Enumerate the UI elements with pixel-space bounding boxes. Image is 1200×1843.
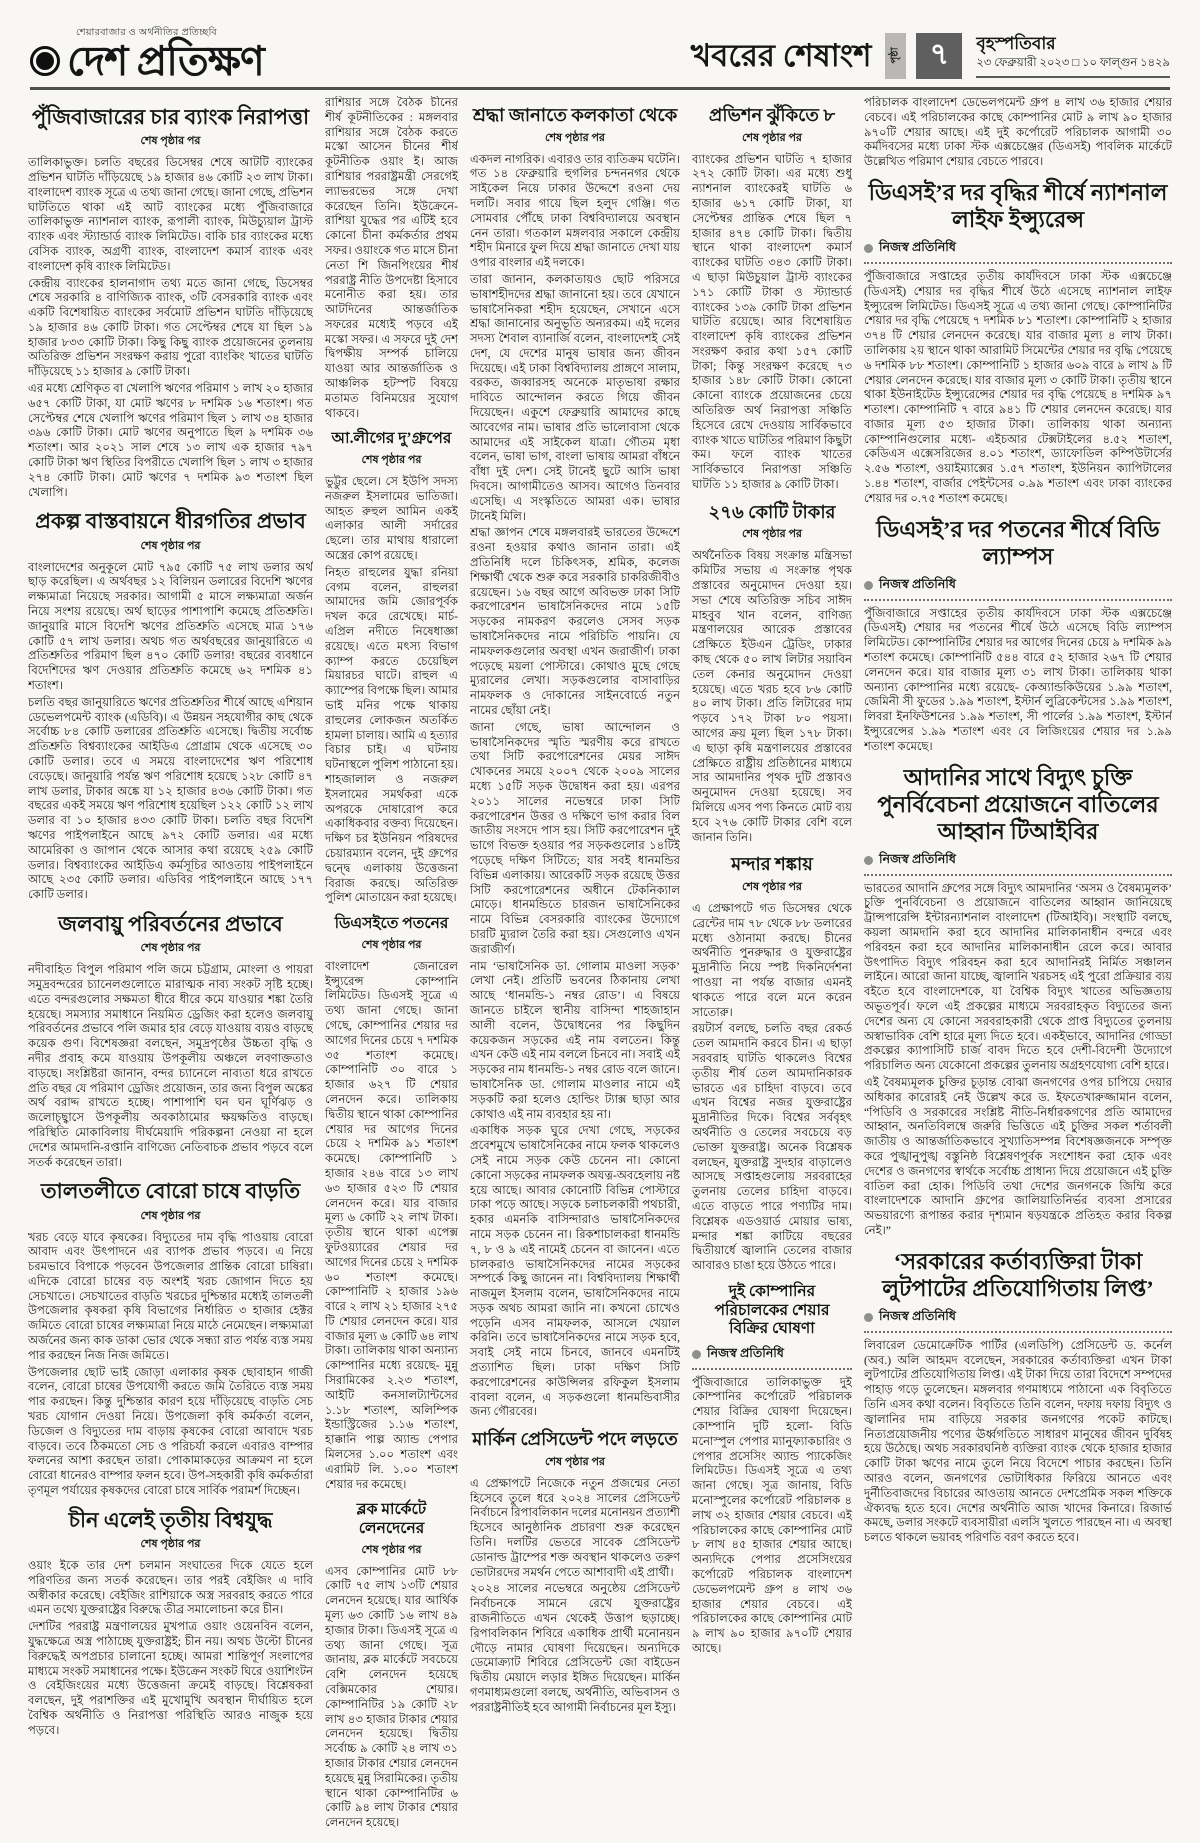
story-paragraph: তারা জানান, কলকাতায়ও ছোট পরিসরে ভাষাশহীদদের শ্রদ্ধা জানানো হয়। তবে যেখানে ভাষাসৈনিকরা শহীদ হয়েছেন, সেখানে এসে শ্রদ্ধা জানানোর অনুভূতি অন্যরকম। এই দলের সদস্য শৈবাল ব্যানার্জি বলেন, বাংলাদেশই সেই দেশ, যে দেশের মানুষ ভাষার জন্য জীবন দিয়েছে। এই ঢাকা বিশ্ববিদ্যালয় প্রাঙ্গণে সালাম, বরকত, জব্বারসহ অনেকে মাতৃভাষা রক্ষার দাবিতে আন্দোলন করতে গিয়ে জীবন দিয়েছেন। একুশে ফেব্রুয়ারি আমাদের কাছে আবেগের নাম। ভাষার প্রতি ভালোবাসা থেকে আমাদের এই সাইকেল যাত্রা। গৌতম মৃধা বলেন, ভাষা ভাগ, বাংলা ভাষায় আমরা বাঁধনে বাঁধা দুই দেশ। সেই টানেই ছুটে আসি ভাষা দিবসে। আগামীতেও আসব। আগেও তিনবার এসেছি। এ সংস্কৃতিতে আমরা এক। ভাষার টানেই মিলি। — [470, 272, 680, 523]
story-headline: পুঁজিবাজারের চার ব্যাংক নিরাপত্তা — [31, 104, 310, 129]
story-subhead: শেষ পৃষ্ঠার পর — [140, 1538, 201, 1551]
story-paragraph: লিবারেল ডেমোক্রেটিক পার্টির (এলডিপি) প্রেসিডেন্ট ড. কর্নেল (অব.) অলি আহমদ বলেছেন, সরকারের কর্তাব্যক্তিরা এখন টাকা লুটপাটের প্রতিযোগিতায় লিপ্ত। এই টাকা দিয়ে তারা বিদেশে সম্পদের পাহাড় গড়ে তুলেছেন। মঙ্গলবার গণমাধ্যমে পাঠানো এক বিবৃতিতে তিনি এসব কথা বলেন। বিবৃতিতে তিনি বলেন, দফায় দফায় বিদ্যুৎ ও জ্বালানির দাম বাড়িয়ে সরকার জনগণের পকেট কাটছে। নিত্যপ্রয়োজনীয় পণ্যের ঊর্ধ্বগতিতে সাধারণ মানুষের জীবন দুর্বিষহ হয়ে উঠেছে। অথচ সরকারঘনিষ্ঠ ব্যক্তিরা ব্যাংক থেকে হাজার হাজার কোটি টাকা ঋণের নামে তুলে নিয়ে বিদেশে পাচার করছেন। তিনি আরও বলেন, জনগণের ভোটাধিকার ফিরিয়ে আনতে এবং দুর্নীতিবাজদের বিচারের আওতায় আনতে দেশপ্রেমিক সকল শক্তিকে ঐক্যবদ্ধ হতে হবে। দেশের অর্থনীতি আজ খাদের কিনারে। রিজার্ভ কমছে, ডলার সংকটে ব্যবসায়ীরা এলসি খুলতে পারছেন না। এ অবস্থা চলতে থাকলে ভয়াবহ পরিণতি বরণ করতে হবে। — [864, 1338, 1172, 1545]
story — [325, 915, 458, 1492]
story-subhead: শেষ পৃষ্ঠার পর — [545, 131, 605, 144]
story-byline — [864, 1308, 1172, 1328]
section-title: খবরের শেষাংশ — [690, 38, 872, 74]
page-number: ৭ — [929, 38, 950, 72]
masthead-row — [30, 38, 264, 84]
story-continuation — [864, 96, 1172, 170]
story-paragraph: শ্রদ্ধা জ্ঞাপন শেষে মঙ্গলবারই ভারতের উদ্দেশে রওনা হওয়ার কথাও জানান তারা। এই প্রতিনিধি দলে চিকিৎসক, শ্রমিক, কলেজ শিক্ষার্থী থেকে শুরু করে সরকারি চাকরিজীবীও রয়েছেন। ১৬ বছর আগে অবিভক্ত ঢাকা সিটি করপোরেশন ভাষাসৈনিকদের নামে ১৫টি সড়কের নামকরণ করলেও সেসব সড়ক ভাষাসৈনিকদের নামে পরিচিতি পায়নি। যে নামফলকগুলোর অবস্থা এখন জরাজীর্ণ। ঢাকা পড়েছে ময়লা পোস্টারে। কোথাও মুছে গেছে ম্যুরালের লেখা। সড়কগুলোর বাসাবাড়ির নামফলক ও দোকানের সাইনবোর্ডে নতুন নামের ছোঁয়া নেই। — [470, 526, 680, 718]
story-paragraph: রাশিয়ার সঙ্গে বৈঠক চীনের শীর্ষ কূটনীতিকের : মঙ্গলবার রাশিয়ার সঙ্গে বৈঠক করতে মস্কো আসেন চীনের শীর্ষ কূটনীতিক ওয়াং ই। আজ রাশিয়ার পররাষ্ট্রমন্ত্রী সেরগেই ল্যাভরভের সঙ্গে দেখা করেছেন তিনি। ইউক্রেনে-রাশিয়া যুদ্ধের পর এটিই হবে কোনো চীনা কর্মকর্তার প্রথম সফর। ওয়াংকে গত মাসে চীনা নেতা শি জিনপিংয়ের শীর্ষ পররাষ্ট্র নীতি উপদেষ্টা হিসাবে মনোনীত করা হয়। তার আটদিনের আন্তর্জাতিক সফরের মধ্যেই পড়বে এই মস্কো সফর। এ সফরে দুই দেশ দ্বিপক্ষীয় সম্পর্ক চালিয়ে যাওয়া আর আন্তর্জাতিক ও আঞ্চলিক হটস্পট বিষয়ে মতামত বিনিময়ের সুযোগ থাকবে। — [325, 95, 458, 420]
story-body — [28, 156, 313, 500]
byline-label: নিজস্ব প্রতিনিধি — [879, 851, 956, 866]
story-headline: মন্দার শঙ্কায় — [731, 854, 813, 875]
columns — [0, 90, 1200, 1841]
story — [864, 764, 1172, 1239]
story — [28, 105, 313, 501]
story-subhead: শেষ পৃষ্ঠার পর — [140, 135, 201, 148]
story-subhead: শেষ পৃষ্ঠার পর — [361, 938, 422, 951]
page-number-box — [916, 33, 962, 79]
story-paragraph: বাংলাদেশ জেনারেল ইন্স্যুরেন্স কোম্পানি লিমিটেড। ডিএসই সূত্রে এ তথ্য জানা গেছে। জানা গেছে, কোম্পানির শেয়ার দর আগের দিনের চেয়ে ৭ দশমিক ৩৫ শতাংশ কমেছে। কোম্পানিটি ৩০ বারে ১ হাজার ৬২৭ টি শেয়ার লেনদেন করে। তালিকায় দ্বিতীয় স্থানে থাকা কোম্পানির শেয়ার দর আগের দিনের চেয়ে ২ দশমিক ৯১ শতাংশ কমেছে। কোম্পানিটি ১ হাজার ২৪৬ বারে ১৩ লাখ ৬৩ হাজার ৫২৩ টি শেয়ার লেনদেন করে। যার বাজার মূল্য ৬ কোটি ২২ লাখ টাকা। তৃতীয় স্থানে থাকা এপেক্স ফুটওয়্যারের শেয়ার দর আগের দিনের চেয়ে ২ দশমিক ৬০ শতাংশ কমেছে। কোম্পানিটি ২ হাজার ১৯৬ বারে ২ লাখ ২১ হাজার ২৭৫ টি শেয়ার লেনদেন করে। যার বাজার মূল্য ৬ কোটি ৬৪ লাখ টাকা। তালিকায় থাকা অন্যান্য কোম্পানির মধ্যে রয়েছে- মুন্নু সিরামিকের ২.২৩ শতাংশ, আইটি কনসালট্যান্টসের ১.১৮ শতাংশ, অলিম্পিক ইন্ডাস্ট্রিজের ১.১৬ শতাংশ, হাক্কানি পাল্প অ্যান্ড পেপার মিলসের ১.০০ শতাংশ এবং এরামিট লি. ১.০০ শতাংশ শেয়ার দর কমেছে। — [325, 959, 458, 1491]
column-1 — [28, 96, 313, 1841]
story-headline: ব্লক মার্কেটে লেনদেনের — [356, 1501, 427, 1538]
story-headline: জলবায়ু পরিবর্তনের প্রভাবে — [58, 911, 283, 936]
story-paragraph: এই বৈষম্যমূলক চুক্তির চূড়ান্ত বোঝা জনগণের ওপর চাপিয়ে দেয়ার অধিকার কারোরই নেই উল্লেখ করে ড. ইফতেখারুজ্জামান বলেন, “পিডিবি ও সরকারের সংশ্লিষ্ট নীতি-নির্ধারকগণের প্রতি আমাদের আহ্বান, অনতিবিলম্বে জরুরি ভিত্তিতে এই চুক্তির সকল শর্তাবলী জাতীয় ও আন্তর্জাতিকভাবে সুখ্যাতিসম্পন্ন বিশেষজ্ঞজনকে সম্পৃক্ত করে পুঙ্খানুপুঙ্খ বস্তুনিষ্ঠ বিশ্লেষণপূর্বক সংশোধন করা হোক এবং দেশের ও জনগণের স্বার্থকে সর্বোচ্চ প্রাধান্য দিয়ে প্রয়োজনে এই চুক্তি বাতিল করা হোক। পিডিবি তথা দেশের জনগনকে জিম্মি করে বাংলাদেশকে আদানি গ্রুপের জালিয়াতিনির্ভর ব্যবসা প্রসারের অভয়ারণ্যে রূপান্তর করার দৃশ্যমান ষড়যন্ত্রকে প্রতিহত করার বিকল্প নেই।” — [864, 1076, 1172, 1237]
story-paragraph: পুঁজিবাজারে সপ্তাহের তৃতীয় কার্যদিবসে ঢাকা স্টক এক্সচেঞ্জে (ডিএসই) শেয়ার দর বৃদ্ধির শীর্ষে উঠে এসেছে ন্যাশনাল লাইফ ইন্স্যুরেন্স লিমিটেড। ডিএসই সূত্রে এ তথ্য জানা গেছে। কোম্পানিটির শেয়ার দর বৃদ্ধি পেয়েছে ৭ দশমিক ৮১ শতাংশ। কোম্পানিটি ২ হাজার ৩৭৪ টি শেয়ার লেনদেন করেছে। যার বাজার মূল্য ৪ লাখ টাকা। তালিকায় ২য় স্থানে থাকা আরামিট সিমেন্টের শেয়ার দর বৃদ্ধি পেয়েছে ৬ দশমিক ৮৮ শতাংশ। কোম্পানিটি ১ হাজার ৬০৯ বারে ৯ লাখ ৯ টি শেয়ার লেনদেন করেছে। যার বাজার মূল্য ৩ কোটি টাকা। তৃতীয় স্থানে থাকা ইউনাইটেড ইন্স্যুরেন্সের শেয়ার দর বৃদ্ধি পেয়েছে ৪ দশমিক ৯৭ শতাংশ। কোম্পানিটি ৭ বারে ৯৪১ টি শেয়ার লেনদেন করেছে। যার বাজার মূল্য ৫৩ হাজার টাকা। তালিকায় থাকা অন্যান্য কোম্পানিগুলোর মধ্যে- এইচআর টেক্সটাইলের ৪.৫২ শতাংশ, কেডিএস এক্সেসরিজের ৪.০১ শতাংশ, ড্যাফোডিল কম্পিউটার্সের ২.৫৬ শতাংশ, ওয়াইম্যাক্সের ১.৫৭ শতাংশ, ইউনিয়ন ক্যাপিটালের ১.৪৪ শতাংশ, বার্জার পেইন্টসের ০.৯৯ শতাংশ এবং ঢাকা ব্যাংকের শেয়ার দর ০.৭৫ শতাংশ কমেছে। — [864, 269, 1172, 505]
byline-label: নিজস্ব প্রতিনিধি — [879, 576, 956, 591]
story-paragraph: ভুট্টুর ছেলে। সে ইউপি সদস্য নজরুল ইসলামের ভাতিজা। আহত রুহুল আমিন একই এলাকার আলী সর্দারের ছেলে। তার মাথায় ধারালো অস্ত্রের কোপ রয়েছে। — [325, 475, 458, 563]
byline-divider — [864, 262, 1172, 264]
story-body — [692, 549, 852, 845]
page-word-label: পৃষ্ঠা — [889, 47, 901, 65]
story-paragraph: ওয়াং ইকে তার দেশ চলমান সংঘাতের দিকে যেতে হলে পরিণতির জন্য সতর্ক করেছেন। তার পরই বেইজিং এ দাবি অস্বীকার করেছে। বেইজিং রাশিয়াকে অস্ত্র সরবরাহ করতে পারে এমন তথ্যে যুক্তরাষ্ট্রের বিরুদ্ধে তীব্র সমালোচনা করে চীন। — [28, 1559, 313, 1617]
story-body — [692, 153, 852, 493]
byline-label: নিজস্ব প্রতিনিধি — [879, 1308, 956, 1323]
story-body — [470, 1477, 680, 1716]
story-subhead: শেষ পৃষ্ঠার পর — [545, 1455, 605, 1468]
story-paragraph: একাধিক সড়ক ঘুরে দেখা গেছে, সড়কের প্রবেশমুখে ভাষাসৈনিকের নামে ফলক থাকলেও সেই নামে সড়ক কেউ চেনেন না। কোনো কোনো সড়কের নামফলক অযত্ন-অবহেলায় নষ্ট হয়ে আছে। আবার কোনোটি বিভিন্ন পোস্টারে ঢাকা পড়ে আছে। সড়কে চলাচলকারী পথচারী, হকার এমনকি বাসিন্দারাও ভাষাসৈনিকদের নামে সড়ক চেনেন না। রিকশাচালকরা ধানমন্ডি ৭, ৮ ও ৯ এই নামেই চেনেন বা জানেন। এতে চালকরাও ভাষাসৈনিকদের নামের সড়কের সম্পর্কে কিছু জানেন না। বিশ্ববিদ্যালয় শিক্ষার্থী নাজমুল ইসলাম বলেন, ভাষাসৈনিকদের নামে সড়ক অথচ আমরা জানি না। কখনো চোখেও পড়েনি এসব নামফলক, আসলে খেয়াল করিনি। তবে ভাষাসৈনিকদের নামে সড়ক হবে, সবাই সেই নামে চিনবে, জানবে এমনটিই প্রত্যাশিত ছিল। ঢাকা দক্ষিণ সিটি করপোরেশনের কাউন্সিলর রফিকুল ইসলাম বাবলা বলেন, এ সড়কগুলো ধানমন্ডিবাসীর জন্য গৌরবের। — [470, 1124, 680, 1419]
story-headline: আদানির সাথে বিদ্যুৎ চুক্তি পুনর্বিবেচনা প্রয়োজনে বাতিলের আহ্বান টিআইবির — [877, 764, 1159, 844]
byline-divider — [864, 599, 1172, 601]
column-5 — [864, 96, 1172, 1841]
byline-bullet-icon — [692, 1350, 701, 1359]
story-headline: আ.লীগের দু’গ্রুপের — [331, 430, 452, 448]
story-headline: ডিএসইতে পতনের — [334, 915, 449, 933]
story-paragraph: এ প্রেক্ষাপটে গত ডিসেম্বর থেকে ব্রেন্টের দাম ৭৮ থেকে ৮৮ ডলারের মধ্যে ওঠানামা করছে। চীনের অর্থনীতি পুনরুদ্ধার ও যুক্তরাষ্ট্রের মুদ্রানীতি নিয়ে স্পষ্ট দিকনির্দেশনা পাওয়া না পর্যন্ত বাজার এমনই থাকতে পারে বলে মনে করেন সাতোরু। — [692, 901, 852, 1019]
story-subhead: শেষ পৃষ্ঠার পর — [361, 454, 422, 467]
byline-divider — [692, 1368, 852, 1370]
story — [864, 516, 1172, 755]
story-headline: দুই কোম্পানির পরিচালকের শেয়ার বিক্রির ঘোষণা — [714, 1282, 830, 1338]
story-paragraph: দেশটির পররাষ্ট্র মন্ত্রণালয়ের মুখপাত্র ওয়াং ওয়েনবিন বলেন, যুদ্ধক্ষেত্রে অস্ত্র পাঠাচ্ছে যুক্তরাষ্ট্রই; চীন নয়। অথচ উল্টো চীনের বিরুদ্ধেই অপপ্রচার চালানো হচ্ছে। আমরা শান্তিপূর্ণ সংলাপের মাধ্যমে সংকট সমাধানের পক্ষে। ইউক্রেন সংকট ঘিরে ওয়াশিংটন ও বেইজিংয়ের মধ্যে উত্তেজনা ক্রমেই বাড়ছে। বিশ্লেষকরা বলছেন, দুই পরাশক্তির এই মুখোমুখি অবস্থান দীর্ঘায়িত হলে বৈশ্বিক অর্থনীতি ও নিরাপত্তা পরিস্থিতি আরও নাজুক হয়ে পড়বে। — [28, 1620, 313, 1737]
story-body — [28, 963, 313, 1170]
byline-label: নিজস্ব প্রতিনিধি — [707, 1345, 784, 1360]
story-headline: মার্কিন প্রেসিডেন্ট পদে লড়তে — [472, 1429, 678, 1450]
story-paragraph: খরচ বেড়ে যাবে কৃষকের। বিদ্যুতের দাম বৃদ্ধি পাওয়ায় বোরো আবাদ এবং উৎপাদনে এর ব্যাপক প্রভাব পড়বে। এ নিয়ে চরমভাবে বিপাকে পড়বেন উপজেলার প্রান্তিক বোরো চাষিরা। এদিকে বোরো চাষের বড় অংশই খরচ জোগান দিতে হয় সেচখাতে। সেচখাতের বাড়তি খরচের দুশ্চিন্তার মধ্যেই তালতলী উপজেলার কৃষকরা কৃষি বিভাগের নির্ধারিত ৩ হাজার হেক্টর জমিতে বোরো চাষের লক্ষ্যমাত্রা নিয়ে মাঠে নেমেছেন। লক্ষ্যমাত্রা অর্জনের জন্য কাক ডাকা ভোর থেকে সন্ধ্যা রাত পর্যন্ত ব্যস্ত সময় পার করছেন নিজ নিজ জমিতে। — [28, 1230, 313, 1362]
story-paragraph: এ প্রেক্ষাপটে নিজেকে নতুন প্রজন্মের নেতা হিসেবে তুলে ধরে ২০২৪ সালের প্রেসিডেন্ট নির্বাচনে রিপাবলিকান দলের মনোনয়ন প্রত্যাশী হিসেবে আনুষ্ঠানিক প্রচারণা শুরু করেছেন তিনি। দলটির ভেতরে সাবেক প্রেসিডেন্ট ডোনাল্ড ট্রাম্পের শক্ত অবস্থান থাকলেও তরুণ ভোটারদের সমর্থন পেতে আশাবাদী এই প্রার্থী। — [470, 1476, 680, 1579]
story-headline: ডিএসই’র দর পতনের শীর্ষে বিডি ল্যাম্পস — [876, 516, 1160, 569]
byline-bullet-icon — [864, 244, 873, 253]
story-subhead: শেষ পৃষ্ঠার পর — [742, 880, 802, 893]
story-body — [28, 1231, 313, 1499]
story-paragraph: পরিচালক বাংলাদেশ ডেভেলপমেন্ট গ্রুপ ৪ লাখ ৩৬ হাজার শেয়ার বেচবে। এই পরিচালকের কাছে কোম্পানির মোট ৯ লাখ ৯০ হাজার ৯৭০টি শেয়ার আছে। এই দুই কর্পোরেট পরিচালক আগামী ৩০ কর্মদিবসের মধ্যে ঢাকা স্টক এক্সচেঞ্জের (ডিএসই) পাবলিক মার্কেটে উল্লেখিত পরিমাণ শেয়ার বেচতে পারবে। — [864, 95, 1172, 169]
story-byline — [864, 851, 1172, 871]
story-body — [692, 902, 852, 1274]
story-headline: ২৭৬ কোটি টাকার — [708, 501, 836, 522]
story-paragraph: এসব কোম্পানির মোট ৮৮ কোটি ৭৫ লাখ ১৩টি শেয়ার লেনদেন হয়েছে। যার আর্থিক মূল্য ৬৩ কোটি ১৬ লাখ ৪৯ হাজার টাকা। ডিএসই সূত্রে এ তথ্য জানা গেছে। সূত্র জানায়, ব্লক মার্কেটে সবচেয়ে বেশি লেনদেন হয়েছে বেক্সিমকোর শেয়ার। কোম্পানিটির ১৯ কোটি ২৮ লাখ ৪৩ হাজার টাকার শেয়ার লেনদেন হয়েছে। দ্বিতীয় সর্বোচ্চ ৯ কোটি ২৪ লাখ ৩১ হাজার টাকার শেয়ার লেনদেন হয়েছে মুন্নু সিরামিকের। তৃতীয় স্থানে থাকা কোম্পানিটির ৬ কোটি ৯৪ লাখ টাকার শেয়ার লেনদেন হয়েছে। — [325, 1564, 458, 1830]
page-header — [0, 0, 1200, 85]
header-right — [691, 33, 1170, 81]
story-headline: তালতলীতে বোরো চাষে বাড়তি — [40, 1179, 301, 1204]
story-body — [325, 96, 458, 422]
page-word-box — [885, 33, 906, 79]
story-paragraph: বাংলাদেশের অনুকূলে মোট ৭৯৫ কোটি ৭৫ লাখ ডলার অর্থ ছাড় করেছিল। এ অর্থবছর ১২ বিলিয়ন ডলারের বিদেশি ঋণের লক্ষ্যমাত্রা নিয়েছে সরকার। আগামী ৫ মাসে লক্ষ্যমাত্রা অর্জন নিয়ে সংশয় রয়েছে। অর্থ ছাড়ের পাশাপাশি কমেছে প্রতিশ্রুতি। জানুয়ারি মাসে বিদেশি ঋণের প্রতিশ্রুতি এসেছে মাত্র ১৭৬ কোটি ৫৭ লাখ ডলার। অথচ গত অর্থবছরের জানুয়ারিতে এ প্রতিশ্রুতির পরিমাণ ছিল ৪৭০ কোটি ডলার! বছরের ব্যবধানে বিদেশিদের ঋণ দেওয়ার প্রতিশ্রুতি কমেছে ৬২ দশমিক ৪১ শতাংশ। — [28, 560, 313, 693]
story-body — [470, 153, 680, 1421]
masthead-tagline: শেয়ারবাজার ও অর্থনীতির প্রতিচ্ছবি — [76, 28, 218, 38]
story-subhead: শেষ পৃষ্ঠার পর — [140, 942, 201, 955]
story-paragraph: এর মধ্যে শ্রেণিকৃত বা খেলাপি ঋণের পরিমাণ ১ লাখ ২০ হাজার ৬৫৭ কোটি টাকা, যা মোট ঋণের ৮ দশমিক ১৬ শতাংশ। গত সেপ্টেম্বর শেষে খেলাপি ঋণের পরিমাণ ছিল ১ লাখ ৩৪ হাজার ৩৯৬ কোটি টাকা। মোট ঋণের অনুপাতে ছিল ৯ দশমিক ৩৬ শতাংশ। আর ২০২১ সাল শেষে ১৩ লাখ এক হাজার ৭৯৭ কোটি টাকা ঋণ স্থিতির বিপরীতে খেলাপি ছিল ১ লাখ ৩ হাজার ২৭৪ কোটি টাকা। মোট ঋণের ৭ দশমিক ৯৩ শতাংশ ছিল খেলাপি। — [28, 382, 313, 499]
story — [692, 1283, 852, 1657]
story-paragraph: অর্থনৈতিক বিষয় সংক্রান্ত মন্ত্রিসভা কমিটির সভায় এ সংক্রান্ত পৃথক প্রস্তাবের অনুমোদন দেওয়া হয়। সভা শেষে অতিরিক্ত সচিব সাঈদ মাহবুব খান বলেন, বাণিজ্য মন্ত্রণালয়ের আরেক প্রস্তাবের প্রেক্ষিতে ইউএন ট্রেডিং, ঢাকার কাছ থেকে ৫০ লাখ লিটার সয়াবিন তেল কেনার অনুমোদন দেওয়া হয়েছে। এতে খরচ হবে ৮৬ কোটি ৪০ লাখ টাকা। প্রতি লিটারের দাম পড়বে ১৭২ টাকা ৮০ পয়সা। আগের ক্রয় মূল্য ছিল ১৭৮ টাকা। এ ছাড়া কৃষি মন্ত্রণালয়ের প্রস্তাবের প্রেক্ষিতে রাষ্ট্রীয় প্রতিষ্ঠানের মাধ্যমে সার আমদানির পৃথক দুটি প্রস্তাবও অনুমোদন দেওয়া হয়েছে। সব মিলিয়ে এসব পণ্য কিনতে মোট ব্যয় হবে ২৭৬ কোটি টাকার বেশি বলে জানান তিনি। — [692, 549, 852, 844]
story-body — [864, 882, 1172, 1239]
story-body — [864, 1339, 1172, 1546]
story-headline: চীন এলেই তৃতীয় বিশ্বযুদ্ধ — [68, 1507, 273, 1532]
story — [692, 105, 852, 493]
story-byline — [864, 576, 1172, 596]
date-block — [976, 34, 1170, 78]
story-subhead: শেষ পৃষ্ঠার পর — [742, 528, 802, 541]
byline-divider — [864, 1331, 1172, 1333]
story-body — [325, 960, 458, 1493]
story-paragraph: পুঁজিবাজারে সপ্তাহের তৃতীয় কার্যদিবসে ঢাকা স্টক এক্সচেঞ্জে (ডিএসই) শেয়ার দর পতনের শীর্ষে উঠে এসেছে বিডি ল্যাম্পস লিমিটেড। কোম্পানিটির শেয়ার দর আগের দিনের চেয়ে ৯ দশমিক ৯৯ শতাংশ কমেছে। কোম্পানিটি ৫৪৪ বারে ৫২ হাজার ২৬৭ টি শেয়ার লেনদেন করে। যার বাজার মূল্য ৩১ লাখ টাকা। তালিকায় থাকা অন্যান্য কোম্পানির মধ্যে রয়েছে- কেঅ্যান্ডকিউয়ের ১.৯৯ শতাংশ, জেমিনী সী ফুডের ১.৯৯ শতাংশ, ইস্টার্ন লুব্রিকেন্টসের ১.৯৯ শতাংশ, লিবরা ইনফিউশনের ১.৯৯ শতাংশ, সী পার্লের ১.৯৯ শতাংশ, ইস্টার্ন ইন্স্যুরেন্সের ১.৯৯ শতাংশ এবং বে লিজিংয়ের শেয়ার দর ১.৯৯ শতাংশ কমেছে। — [864, 606, 1172, 753]
story-byline — [692, 1345, 852, 1365]
story-body — [28, 1559, 313, 1739]
story-subhead: শেষ পৃষ্ঠার পর — [140, 1209, 201, 1222]
story-paragraph: ভারতের আদানি গ্রুপের সঙ্গে বিদ্যুৎ আমদানির ‘অসম ও বৈষম্যমূলক’ চুক্তি পুনর্বিবেচনা ও প্রয়োজনে বাতিলের আহ্বান জানিয়েছে ট্রান্সপারেন্সি ইন্টারন্যাশনাল বাংলাদেশ (টিআইবি)। সংস্থাটি বলছে, কয়লা আমদানি করা হবে আদানির মালিকানাধীন বন্দরে এবং পরিবহন করা হবে আদানির মালিকানাধীন রেলে করে। আবার উৎপাদিত বিদ্যুৎ পরিবহন করা হবে আদানিরই নির্মিত সঞ্চালন লাইনে। আরো জানা যাচ্ছে, জ্বালানি খরচসহ এই পুরো প্রক্রিয়ার ব্যয় বইতে হবে বাংলাদেশকে, যা বৈশ্বিক বিদ্যুৎ খাতের অভিজ্ঞতায় অভূতপূর্ব। ফলে এই প্রকল্পের মাধ্যমে সরবরাহকৃত বিদ্যুতের জন্য দেশের অন্য যে কোনো সরবরাহকারী থেকে প্রাপ্ত বিদ্যুতের তুলনায় অস্বাভাবিক বেশি হারে মূল্য দিতে হবে। একইভাবে, আদানির গোড্ডা প্রকল্পের ক্যাপাসিটি চার্জ বাবদ দিতে হবে দেশী-বিদেশী উদ্যোগে পরিচালিত অন্য যেকোনো প্রকল্পের তুলনায় অগ্রহণযোগ্য বেশি হারে। — [864, 881, 1172, 1073]
story-headline: ডিএসই’র দর বৃদ্ধির শীর্ষে ন্যাশনাল লাইফ ইন্স্যুরেন্স — [868, 179, 1168, 232]
story-subhead: শেষ পৃষ্ঠার পর — [742, 131, 802, 144]
story-headline: ‘সরকারের কর্তাব্যক্তিরা টাকা লুটপাটের প্রতিযোগিতায় লিপ্ত’ — [882, 1248, 1154, 1301]
column-2 — [325, 96, 458, 1841]
story-paragraph: নাম ‘ভাষাসৈনিক ডা. গোলাম মাওলা সড়ক’ লেখা নেই। প্রতিটি ভবনের ঠিকানায় লেখা আছে ‘ধানমন্ডি-১ নম্বর রোড’। এ বিষয়ে জানতে চাইলে স্থানীয় বাসিন্দা শাহজাহান আলী বলেন, উদ্বোধনের পর কিছুদিন কয়েকজন সড়কের এই নাম বলতেন। কিন্তু এখন কেউ এই নাম বললে চিনবে না। সবাই এই সড়কের নাম ধানমন্ডি-১ নম্বর রোড বলে জানে। ভাষাসৈনিক ডা. গোলাম মাওলার নামে এই সড়কটি করা হলেও হোল্ডিং ট্যাক্স ছাড়া আর কোথাও এই নাম ব্যবহার হয় না। — [470, 959, 680, 1121]
story — [325, 1501, 458, 1831]
story-paragraph: ২০২৪ সালের নভেম্বরে অনুষ্ঠেয় প্রেসিডেন্ট নির্বাচনকে সামনে রেখে যুক্তরাষ্ট্রের রাজনীতিতে এখন থেকেই উত্তাপ ছড়াচ্ছে। রিপাবলিকান শিবিরে একাধিক প্রার্থী মনোনয়ন দৌড়ে নামার ঘোষণা দিয়েছেন। অন্যদিকে ডেমোক্র্যাট শিবিরে প্রেসিডেন্ট জো বাইডেন দ্বিতীয় মেয়াদে লড়ার ইঙ্গিত দিয়েছেন। মার্কিন গণমাধ্যমগুলো বলছে, অর্থনীতি, অভিবাসন ও পররাষ্ট্রনীতিই হবে আগামী নির্বাচনের মূল ইস্যু। — [470, 1582, 680, 1714]
story-body — [28, 561, 313, 903]
column-4 — [692, 96, 852, 1841]
story — [28, 912, 313, 1170]
byline-bullet-icon — [864, 856, 873, 865]
story-subhead: শেষ পৃষ্ঠার পর — [361, 1543, 422, 1556]
date-line: ২৩ ফেব্রুয়ারী ২০২৩ □ ১০ ফাল্গুন ১৪২৯ — [976, 54, 1170, 78]
story-paragraph: নিহত রাহুলের যুদ্ধা রনিয়া বেগম বলেন, রাহুলরা আমাদের জমি জোরপূর্বক দখল করে রেখেছে। মার্চ-এপ্রিল নদীতে নিষেধাজ্ঞা রয়েছে। এতে মৎস্য বিভাগ ক্যাম্প করতে চেয়েছিল মিয়ারচর ঘাটে। রাহুল এ ক্যাম্পের বিপক্ষে ছিল। আমার ভাই মনির পক্ষে থাকায় রাহুলের লোকজন অতর্কিত হামলা চালায়। আমি এ হত্যার বিচার চাই। এ ঘটনায় ঘটনাস্থলে পুলিশ পাঠানো হয়। শাহজালাল ও নজরুল ইসলামের সমর্থকরা একে অপরকে দোষারোপ করে একাধিকবার বক্তব্য দিয়েছেন। দক্ষিণ চর ইউনিয়ন পরিষদের চেয়ারম্যান বলেন, দুই গ্রুপের দ্বন্দ্বে এলাকায় উত্তেজনা বিরাজ করছে। অতিরিক্ত পুলিশ মোতায়েন করা হয়েছে। — [325, 565, 458, 905]
story — [28, 509, 313, 903]
story — [28, 1179, 313, 1499]
story-body — [864, 607, 1172, 755]
story-paragraph: তালিকাভুক্ত। চলতি বছরের ডিসেম্বর শেষে আটটি ব্যাংকের প্রভিশন ঘাটতি দাঁড়িয়েছে ১৯ হাজার ৪৬ কোটি ২৩ লাখ টাকা। বাংলাদেশ ব্যাংক সূত্রে এ তথ্য জানা গেছে। জানা গেছে, প্রভিশন ঘাটতিতে থাকা এই আট ব্যাংকের মধ্যে পুঁজিবাজারে তালিকাভুক্ত ন্যাশনাল ব্যাংক, রূপালী ব্যাংক, মিউচ্যুয়াল ট্রাস্ট ব্যাংক এবং স্ট্যান্ডার্ড ব্যাংক লিমিটেড। বাকি চার ব্যাংকের মধ্যে বেসিক ব্যাংক, অগ্রণী ব্যাংক, বাংলাদেশ কমার্স ব্যাংক এবং বাংলাদেশ কৃষি ব্যাংক লিমিটেড। — [28, 156, 313, 273]
story-paragraph: ব্যাংকের প্রভিশন ঘাটতি ৭ হাজার ২৭২ কোটি টাকা। এর মধ্যে শুধু ন্যাশনাল ব্যাংকেরই ঘাটতি ৬ হাজার ৬১৭ কোটি টাকা, যা সেপ্টেম্বর প্রান্তিক শেষে ছিল ৭ হাজার ৪৭৪ কোটি টাকা। দ্বিতীয় স্থানে থাকা বাংলাদেশ কমার্স ব্যাংকের ঘাটতি ৩৪৩ কোটি টাকা। এ ছাড়া মিউচুয়াল ট্রাস্ট ব্যাংকের ১৭১ কোটি টাকা ও স্ট্যান্ডার্ড ব্যাংকের ১৩৯ কোটি টাকা প্রভিশন ঘাটতি রয়েছে। আর বিশেষায়িত বাংলাদেশ কৃষি ব্যাংকের প্রভিশন সংরক্ষণ করার কথা ১৫৭ কোটি টাকা; কিন্তু সংরক্ষণ করেছে ৭৩ হাজার ১৪৮ কোটি টাকা। কোনো কোনো ব্যাংকে প্রয়োজনের চেয়ে অতিরিক্ত অর্থ নিরাপত্তা সঞ্চিতি হিসেবে রেখে দেওয়ায় সার্বিকভাবে ব্যাংক খাতে ঘাটতির পরিমাণ কিছুটা কম। ফলে ব্যাংক খাতের সার্বিকভাবে নিরাপত্তা সঞ্চিতি ঘাটতি ১১ হাজার ৯ কোটি টাকা। — [692, 152, 852, 492]
story — [325, 430, 458, 906]
story-paragraph: উপজেলার ছোট ভাই জোড়া এলাকার কৃষক ছোবাহান গাজী বলেন, বোরো চাষের উপযোগী করতে জমি তৈরিতে ব্যস্ত সময় পার করছেন। কিন্তু দুশ্চিন্তার কারণ হয়ে দাঁড়িয়েছে বাড়তি সেচ খরচ যোগান দেওয়া নিয়ে। উপজেলা কৃষি কর্মকর্তা বলেন, ডিজেল ও বিদ্যুতের দাম বাড়ায় কৃষকের বোরো আবাদে খরচ বাড়বে। তবে ঠিকমতো সেচ ও পরিচর্যা করলে এবারও বাম্পার ফলনের আশা করছেন তারা। পোকামাকড়ের আক্রমণ না হলে বোরো ধানেরও বাম্পার ফলন হবে। উপ-সহকারী কৃষি কর্মকর্তারা তৃণমূল পর্যায়ের কৃষকদের বোরো চাষে সার্বিক পরামর্শ দিচ্ছেন। — [28, 1365, 313, 1498]
weekday-label: বৃহস্পতিবার — [976, 34, 1056, 54]
masthead-title: দেশ প্রতিক্ষণ — [67, 38, 264, 84]
story — [28, 1508, 313, 1739]
story — [692, 502, 852, 846]
story-body — [325, 475, 458, 906]
story-headline: প্রভিশন ঝুঁকিতে ৮ — [708, 104, 836, 125]
byline-label: নিজস্ব প্রতিনিধি — [879, 239, 956, 254]
story — [864, 1248, 1172, 1546]
masthead-block — [30, 26, 264, 84]
story-paragraph: জানা গেছে, ভাষা আন্দোলন ও ভাষাসৈনিকদের স্মৃতি স্মরণীয় করে রাখতে তথা সিটি করপোরেশনের মেয়র সাঈদ খোকনের সময়ে ২০০৭ থেকে ২০০৯ সালের মধ্যে ১৫টি সড়ক উদ্বোধন করা হয়। এরপর ২০১১ সালের নভেম্বরে ঢাকা সিটি করপোরেশন উত্তর ও দক্ষিণে ভাগ করার বিল জাতীয় সংসদে পাস হয়। সিটি করপোরেশন দুই ভাগে বিভক্ত হওয়ার পর সড়কগুলোর ১৪টিই পড়েছে দক্ষিণ সিটিতে; যার সবই ধানমন্ডির বিভিন্ন এলাকায়। আরেকটি সড়ক রয়েছে উত্তর সিটি করপোরেশনের অধীনে টেকনিক্যাল মোড়ে। ধানমন্ডিতে চারজন ভাষাসৈনিকের নামে বিভিন্ন বেসরকারি ব্যাংকের উদ্যোগে চারটি ম্যুরাল তৈরি করা হয়। সেগুলোও এখন জরাজীর্ণ। — [470, 720, 680, 956]
story — [692, 854, 852, 1274]
byline-bullet-icon — [864, 1313, 873, 1322]
masthead-logo-icon — [30, 46, 60, 76]
story-paragraph: কেন্দ্রীয় ব্যাংকের হালনাগাদ তথ্য মতে জানা গেছে, ডিসেম্বর শেষে সরকারি ৪ বাণিজ্যিক ব্যাংক, ৩টি বেসরকারি ব্যাংক এবং একটি বিশেষায়িত ব্যাংকের সর্বমোট প্রভিশন ঘাটতি দাঁড়িয়েছে ১৯ হাজার ৪৬ কোটি টাকা। গত সেপ্টেম্বর শেষে যা ছিল ১৯ হাজার ৮৩৩ কোটি টাকা। কিছু কিছু ব্যাংক প্রয়োজনের তুলনায় অতিরিক্ত প্রভিশন সংরক্ষণ করায় পুরো ব্যাংকিং খাতের ঘাটতি দাঁড়িয়েছে ১১ হাজার ৯ কোটি টাকা। — [28, 276, 313, 379]
story-subhead: শেষ পৃষ্ঠার পর — [140, 539, 201, 552]
story-continuation — [325, 96, 458, 422]
story-paragraph: রয়টার্স বলছে, চলতি বছর রেকর্ড তেল আমদানি করবে চীন। এ ছাড়া সরবরাহ ঘাটতি থাকলেও বিশ্বের তৃতীয় শীর্ষ তেল আমদানিকারক ভারতে এর চাহিদা বাড়বে। তবে এখন বিশ্বের নজর যুক্তরাষ্ট্রের মুদ্রানীতির দিকে। বিশ্বের সর্ববৃহৎ অর্থনীতি ও তেলের সবচেয়ে বড় ভোক্তা যুক্তরাষ্ট্র। অনেক বিশ্লেষক বলছেন, যুক্তরাষ্ট্র সুদহার বাড়ালেও আসছে সপ্তাহগুলোয় সরবরাহের তুলনায় তেলের চাহিদা বাড়বে। এতে বাড়তে পারে পণ্যটির দাম। বিশ্লেষক এডওয়ার্ড মোয়ার ভাষ্য, মন্দার শঙ্কা কাটিয়ে বছরের দ্বিতীয়ার্ধে জ্বালানি তেলের বাজার আবারও চাঙা হয়ে উঠতে পারে। — [692, 1022, 852, 1273]
byline-bullet-icon — [864, 581, 873, 590]
story-paragraph: নদীবাহিত বিপুল পরিমাণ পলি জমে চট্টগ্রাম, মোংলা ও পায়রা সমুদ্রবন্দরের চ্যানেলগুলোতে মারাত্মক নাব্য সংকট সৃষ্টি হচ্ছে। এতে বন্দরগুলোর সক্ষমতা ধীরে ধীরে কমে যাওয়ার শঙ্কা তৈরি হয়েছে। সমস্যার সমাধানে নিয়মিত ড্রেজিং করা হলেও জলবায়ু পরিবর্তনের প্রভাবে পলি জমার হার বেড়ে যাওয়ায় ব্যয়ও বাড়ছে কয়েক গুণ। বিশেষজ্ঞরা বলছেন, সমুদ্রপৃষ্ঠের উচ্চতা বৃদ্ধি ও নদীর প্রবাহ কমে যাওয়ায় উপকূলীয় অঞ্চলে লবণাক্ততাও বাড়ছে। সংশ্লিষ্টরা জানান, বন্দর চ্যানেলে নাব্যতা ধরে রাখতে প্রতি বছর যে পরিমাণ ড্রেজিং প্রয়োজন, তার জন্য বিপুল অঙ্কের অর্থ বরাদ্দ রাখতে হচ্ছে। পাশাপাশি ঘন ঘন ঘূর্ণিঝড় ও জলোচ্ছ্বাসে উপকূলীয় অবকাঠামোর ক্ষয়ক্ষতিও বাড়ছে। পরিস্থিতি মোকাবিলায় দীর্ঘমেয়াদি পরিকল্পনা নেওয়া না হলে দেশের আমদানি-রপ্তানি বাণিজ্যে নেতিবাচক প্রভাব পড়বে বলে সতর্ক করেছেন তারা। — [28, 963, 313, 1169]
story-body — [692, 1376, 852, 1657]
story-paragraph: একদল নাগরিক। এবারও তার ব্যতিক্রম ঘটেনি। গত ১৪ ফেব্রুয়ারি হুগলির চন্দননগর থেকে সাইকেল নিয়ে ঢাকার উদ্দেশে রওনা দেয় দলটি। সবার গায়ে ছিল হলুদ গেঞ্জি। গত সোমবার পৌঁছে ঢাকা বিশ্ববিদ্যালয়ে অবস্থান নেন তারা। গতকাল মঙ্গলবার সকালে কেন্দ্রীয় শহীদ মিনারে ফুল দিয়ে শ্রদ্ধা জানাতে দেখা যায় ওপার বাংলার এই দলকে। — [470, 152, 680, 270]
story-byline — [864, 239, 1172, 259]
column-3 — [470, 96, 680, 1841]
byline-divider — [864, 874, 1172, 876]
story-headline: প্রকল্প বাস্তবায়নে ধীরগতির প্রভাব — [35, 509, 306, 534]
story-body — [325, 1565, 458, 1831]
story — [470, 105, 680, 1420]
story-headline: শ্রদ্ধা জানাতে কলকাতা থেকে — [472, 104, 678, 125]
story — [470, 1429, 680, 1715]
story — [864, 179, 1172, 507]
story-paragraph: পুঁজিবাজারে তালিকাভুক্ত দুই কোম্পানির কর্পোরেট পরিচালক শেয়ার বিক্রির ঘোষণা দিয়েছেন। কোম্পানি দুটি হলো- বিডি মনোস্পুল পেপার ম্যানুফ্যাকচারিং ও পেপার প্রসেসিং অ্যান্ড প্যাকেজিং লিমিটেড। ডিএসই সূত্রে এ তথ্য জানা গেছে। সূত্র জানায়, বিডি মনোস্পুলের কর্পোরেট পরিচালক ৪ লাখ ৩২ হাজার শেয়ার বেচবে। এই পরিচালকের কাছে কোম্পানির মোট ৮ লাখ ৪৫ হাজার শেয়ার আছে। অন্যদিকে পেপার প্রসেসিংয়ের কর্পোরেট পরিচালক বাংলাদেশ ডেভেলপমেন্ট গ্রুপ ৪ লাখ ৩৬ হাজার শেয়ার বেচবে। এই পরিচালকের কাছে কোম্পানির মোট ৯ লাখ ৯০ হাজার ৯৭০টি শেয়ার আছে। — [692, 1375, 852, 1656]
story-body — [864, 96, 1172, 170]
story-paragraph: চলতি বছর জানুয়ারিতে ঋণের প্রতিশ্রুতির শীর্ষে আছে এশিয়ান ডেভেলপমেন্ট ব্যাংক (এডিবি)। এ উন্নয়ন সহযোগীর কাছ থেকে সর্বোচ্চ ৮৪ কোটি ডলারের প্রতিশ্রুতি এসেছে। দ্বিতীয় সর্বোচ্চ প্রতিশ্রুতি বিশ্বব্যাংকের আইডিএ প্রোগ্রাম থেকে এসেছে ৩০ কোটি ডলার। তবে এ সময়ে বাংলাদেশের ঋণ পরিশোধ বেড়েছে। জানুয়ারি পর্যন্ত ঋণ পরিশোধ হয়েছে ১২৮ কোটি ৪৭ লাখ ডলার, টাকার অঙ্কে যা ১২ হাজার ৪৩৬ কোটি টাকা। গত বছরের একই সময়ে ঋণ পরিশোধ হয়েছিল ১২২ কোটি ১২ লাখ ডলার বা ১০ হাজার ৪৩৩ কোটি টাকা। চলতি বছর বিদেশি ঋণের পাইপলাইনে আছে ৯৭২ কোটি ডলার। এর মধ্যে আমেরিকা ও জাপান থেকে আসার কথা রয়েছে ২৫৯ কোটি ডলার। বিশ্বব্যাংকের আইডিএ কর্মসূচির আওতায় পাইপলাইনে আছে ২৩৫ কোটি ডলার। এডিবির পাইপলাইনে আছে ১৭৭ কোটি ডলার। — [28, 695, 313, 902]
story-body — [864, 270, 1172, 507]
